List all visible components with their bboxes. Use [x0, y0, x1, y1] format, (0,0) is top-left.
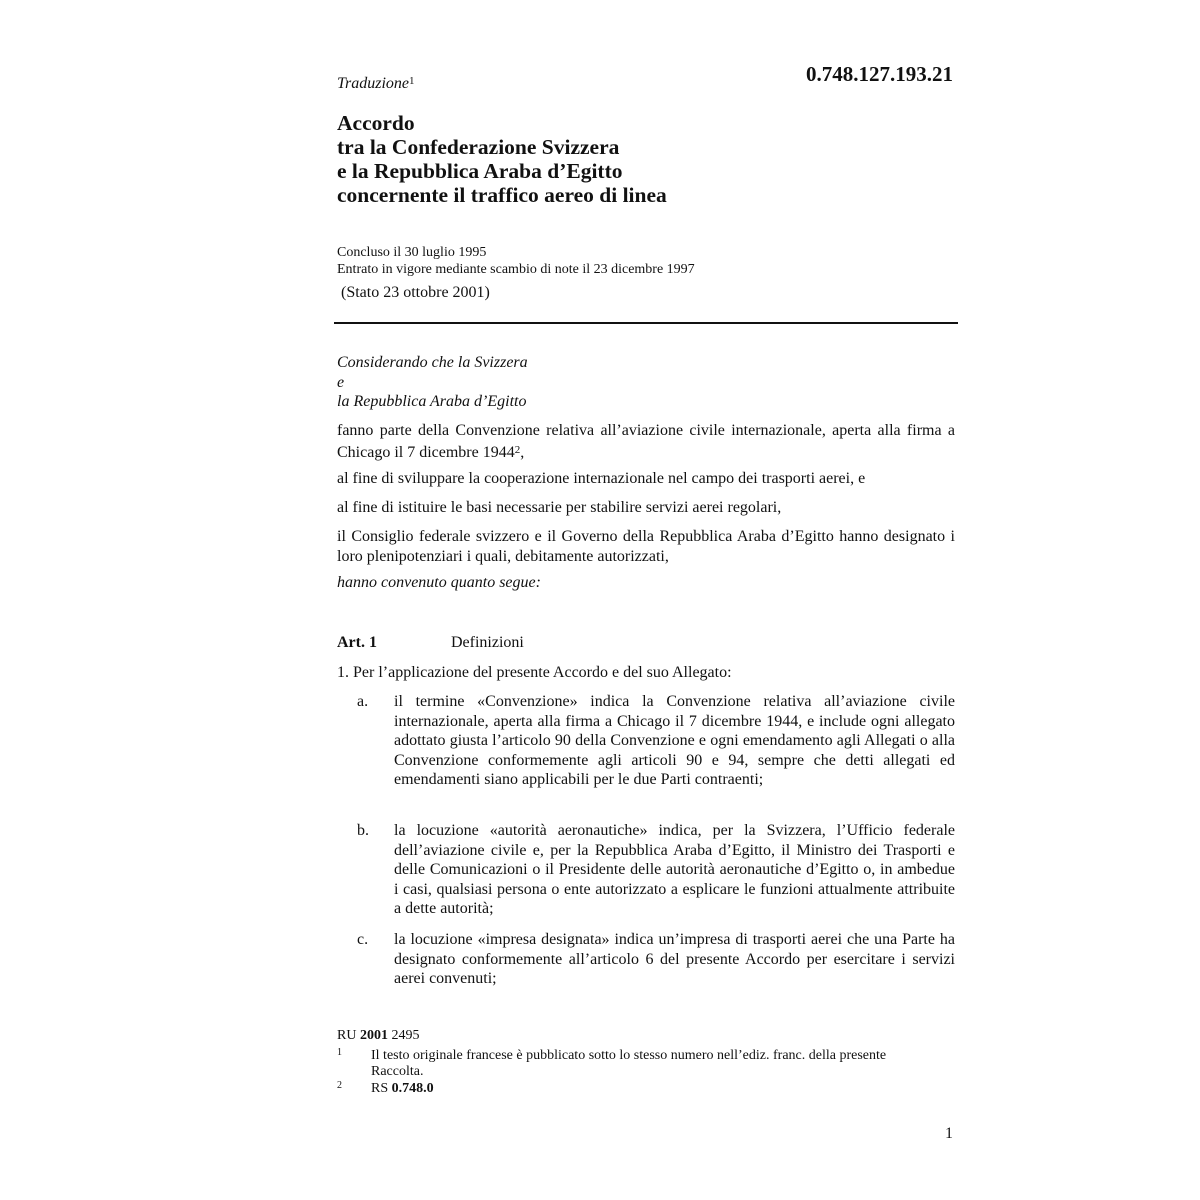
- article-title: Definizioni: [451, 634, 524, 651]
- footnote-ref-1[interactable]: 1: [409, 75, 415, 87]
- in-force-date: Entrato in vigore mediante scambio di note il 23 dicembre 1997: [337, 262, 695, 277]
- preamble-paragraph: fanno parte della Convenzione relativa all’aviazione civile internazionale, aperta alla firma a Chicago il 7 dicembre 1944$^2$,: [337, 422, 955, 461]
- list-item-label: b.: [357, 822, 369, 839]
- footnote-text: Il testo originale francese è pubblicato sotto lo stesso numero nell’ediz. franc. della presente Raccolta.: [371, 1048, 887, 1079]
- title-line: concernente il traffico aereo di linea: [337, 183, 667, 207]
- document-title: [337, 111, 667, 207]
- preamble-line: Considerando che la Svizzera: [337, 354, 528, 371]
- article-intro: 1. Per l’applicazione del presente Accordo e del suo Allegato:: [337, 664, 732, 681]
- preamble-paragraph: al fine di istituire le basi necessarie per stabilire servizi aerei regolari,: [337, 499, 782, 516]
- list-item-label: a.: [357, 693, 369, 710]
- concluded-date: Concluso il 30 luglio 1995: [337, 245, 487, 260]
- footnote-text: RS 0.748.0: [371, 1081, 434, 1096]
- footnote-1: [337, 1048, 955, 1080]
- list-item: [337, 930, 955, 989]
- list-item-text: la locuzione «autorità aeronautiche» indica, per la Svizzera, l’Ufficio federale dell’aviazione civile e, per la Repubblica Araba d’Egitto, il Ministro dei Trasporti e delle Comunicazioni o il Presidente delle autorità aeronautiche d’Egitto o, in ambedue i casi, qualsiasi persona o ente autorizzato a esplicare le funzioni attualmente attribuite a dette autorità;: [394, 822, 955, 917]
- preamble-paragraph: al fine di sviluppare la cooperazione internazionale nel campo dei trasporti aerei, e: [337, 470, 866, 487]
- footnote-2: [337, 1081, 955, 1097]
- list-item-text: il termine «Convenzione» indica la Convenzione relativa all’aviazione civile internazionale, aperta alla firma a Chicago il 7 dicembre 1944, e include ogni allegato adottato giusta l’articolo 90 della Convenzione e ogni emendamento agli Allegati o alla Convenzione conformemente agli articoli 90 e 94, sempre che detti allegati ed emendamenti siano applicabili per le due Parti contraenti;: [394, 693, 955, 788]
- preamble-line: e: [337, 373, 345, 391]
- list-item-text: la locuzione «impresa designata» indica un’impresa di trasporti aerei che una Parte ha designato conformemente all’articolo 6 del presente Accordo per esercitare i servizi aerei convenuti;: [394, 931, 955, 987]
- list-item-label: c.: [357, 931, 369, 948]
- status-date: (Stato 23 ottobre 2001): [341, 284, 490, 301]
- title-line: Accordo: [337, 111, 415, 135]
- ru-reference: RU 2001 2495: [337, 1028, 420, 1043]
- preamble-considering: [337, 353, 955, 412]
- article-heading: [337, 634, 524, 652]
- list-item: [337, 692, 955, 790]
- title-line: e la Repubblica Araba d’Egitto: [337, 159, 623, 183]
- footnote-ref-2[interactable]: 2: [514, 443, 521, 456]
- header-divider: [334, 322, 958, 324]
- page-number: 1: [945, 1125, 953, 1142]
- document-meta: [337, 244, 695, 278]
- preamble-line: la Repubblica Araba d’Egitto: [337, 393, 527, 410]
- preamble-paragraph: il Consiglio federale svizzero e il Governo della Repubblica Araba d’Egitto hanno designato i loro plenipotenziari i quali, debitamente autorizzati,: [337, 528, 955, 565]
- translation-label: Traduzione$^1$: [337, 75, 415, 92]
- preamble-conclusion: hanno convenuto quanto segue:: [337, 574, 541, 591]
- footnote-number: 2: [337, 1080, 342, 1091]
- article-number: Art. 1: [337, 634, 377, 651]
- sr-number: 0.748.127.193.21: [806, 62, 953, 86]
- list-item: [337, 821, 955, 919]
- title-line: tra la Confederazione Svizzera: [337, 135, 620, 159]
- footnote-number: 1: [337, 1047, 342, 1058]
